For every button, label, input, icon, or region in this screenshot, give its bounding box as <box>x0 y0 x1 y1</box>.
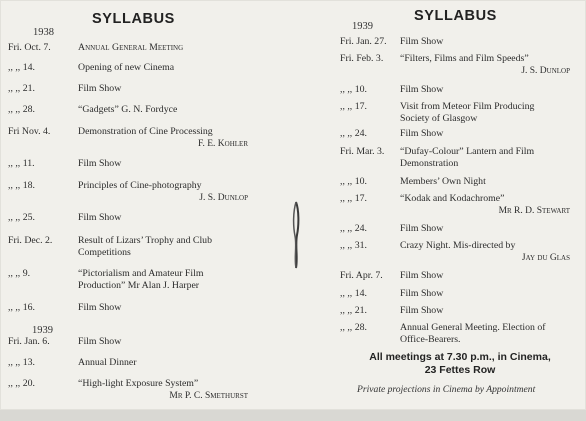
entry-date: ,, ,, 18. <box>8 180 35 191</box>
entry-speaker: J. S. Dunlop <box>199 193 248 203</box>
entry-text: Film Show <box>400 223 444 234</box>
entry-text: Demonstration of Cine Processing <box>78 126 213 137</box>
entry-date: Fri. Mar. 3. <box>340 146 385 157</box>
entry-date: ,, ,, 20. <box>8 378 35 389</box>
year-1939-heading-right: 1939 <box>352 21 373 32</box>
entry-text: “High-light Exposure System” <box>78 378 199 389</box>
entry-date: ,, ,, 24. <box>340 223 367 234</box>
entry-text: Visit from Meteor Film Producing <box>400 101 535 112</box>
entry-date: ,, ,, 31. <box>340 240 367 251</box>
entry-date: Fri. Dec. 2. <box>8 235 53 246</box>
entry-date: ,, ,, 11. <box>8 158 35 169</box>
entry-text: Film Show <box>78 212 122 223</box>
entry-text-continued: Production” Mr Alan J. Harper <box>78 279 200 291</box>
entry-speaker: Mr R. D. Stewart <box>498 206 570 216</box>
entry-text: “Gadgets” G. N. Fordyce <box>78 104 178 115</box>
entry-text: Result of Lizars’ Trophy and Club <box>78 235 212 246</box>
entry-date: ,, ,, 14. <box>8 62 35 73</box>
entry-date: Fri. Apr. 7. <box>340 270 383 281</box>
entry-text: Film Show <box>400 84 444 95</box>
entry-text: Film Show <box>400 270 444 281</box>
entry-text: Annual General Meeting <box>78 42 184 53</box>
staple-icon <box>291 200 301 270</box>
meeting-location-note <box>345 351 575 377</box>
entry-date: ,, ,, 14. <box>340 288 367 299</box>
entry-text: “Kodak and Kodachrome” <box>400 193 505 204</box>
entry-date: Fri. Jan. 27. <box>340 36 387 47</box>
year-1938-heading: 1938 <box>33 27 54 38</box>
right-syllabus-title: SYLLABUS <box>414 8 497 24</box>
entry-text: Film Show <box>78 158 122 169</box>
entry-text: Film Show <box>400 128 444 139</box>
left-syllabus-title: SYLLABUS <box>92 11 175 27</box>
entry-speaker: Mr P. C. Smethurst <box>169 391 248 401</box>
entry-text: Film Show <box>400 288 444 299</box>
entry-date: ,, ,, 25. <box>8 212 35 223</box>
entry-date: Fri. Jan. 6. <box>8 336 50 347</box>
entry-date: ,, ,, 24. <box>340 128 367 139</box>
entry-date: ,, ,, 17. <box>340 193 367 204</box>
meeting-location-line-2: 23 Fettes Row <box>424 364 496 376</box>
entry-date: ,, ,, 10. <box>340 176 367 187</box>
entry-text: Members’ Own Night <box>400 176 486 187</box>
private-projections-note: Private projections in Cinema by Appointment <box>357 384 536 395</box>
entry-date: ,, ,, 9. <box>8 268 31 279</box>
entry-date: ,, ,, 10. <box>340 84 367 95</box>
entry-speaker: F. E. Kohler <box>197 139 248 149</box>
entry-speaker: Jay du Glas <box>521 253 570 263</box>
entry-text: Film Show <box>400 36 444 47</box>
entry-text: Film Show <box>78 83 122 94</box>
entry-text: Crazy Night. Mis-directed by <box>400 240 516 251</box>
entry-text: Annual Dinner <box>78 357 137 368</box>
entry-text: Film Show <box>78 302 122 313</box>
entry-text: Annual General Meeting. Election of <box>400 322 546 333</box>
entry-date: ,, ,, 17. <box>340 101 367 112</box>
entry-date: ,, ,, 13. <box>8 357 35 368</box>
entry-date: Fri. Oct. 7. <box>8 42 51 53</box>
entry-text: Opening of new Cinema <box>78 62 175 73</box>
entry-text: “Filters, Films and Film Speeds” <box>400 53 529 64</box>
year-1939-heading-left: 1939 <box>32 325 53 336</box>
entry-text: “Dufay-Colour” Lantern and Film <box>400 146 535 157</box>
entry-date: Fri Nov. 4. <box>8 126 51 137</box>
entry-text-continued: Society of Glasgow <box>400 112 478 124</box>
entry-date: ,, ,, 28. <box>8 104 35 115</box>
entry-text-continued: Competitions <box>78 246 131 258</box>
entry-date: Fri. Feb. 3. <box>340 53 384 64</box>
entry-text-continued: Office-Bearers. <box>400 333 461 345</box>
entry-date: ,, ,, 21. <box>340 305 367 316</box>
entry-date: ,, ,, 16. <box>8 302 35 313</box>
entry-date: ,, ,, 21. <box>8 83 35 94</box>
entry-text: Film Show <box>400 305 444 316</box>
entry-speaker: J. S. Dunlop <box>521 66 570 76</box>
entry-date: ,, ,, 28. <box>340 322 367 333</box>
entry-text: “Pictorialism and Amateur Film <box>78 268 204 279</box>
entry-text-continued: Demonstration <box>400 157 459 169</box>
meeting-location-line-1: All meetings at 7.30 p.m., in Cinema, <box>369 351 551 363</box>
entry-text: Principles of Cine-photography <box>78 180 202 191</box>
entry-text: Film Show <box>78 336 122 347</box>
